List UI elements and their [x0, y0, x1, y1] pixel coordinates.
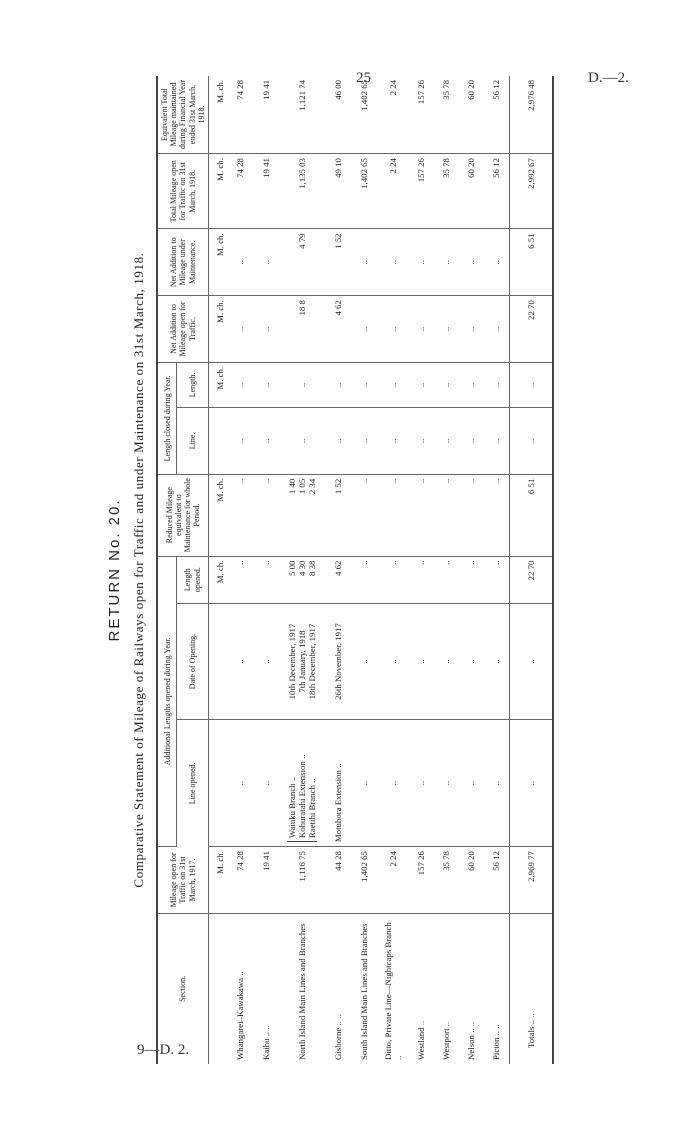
equivalent-cell: 60 20	[459, 76, 484, 154]
net-maint-cell: 1 52	[325, 229, 351, 296]
equivalent-cell: 35 78	[434, 76, 459, 154]
date-cell: ..	[409, 603, 434, 719]
equivalent-cell: 1,121 74	[279, 76, 325, 154]
equivalent-cell: 56 12	[484, 76, 510, 154]
closed-length-cell: ..	[279, 362, 325, 407]
line-opened-cell: ..	[510, 720, 554, 847]
total-1918-cell: 74 28	[227, 154, 253, 229]
closed-line-cell: ..	[279, 408, 325, 475]
document-reference: D.—2.	[588, 70, 629, 86]
header-line-opened: Line opened.	[177, 720, 209, 847]
section-name: Westport ..	[441, 1021, 452, 1060]
line-opened-cell: ..	[459, 720, 484, 847]
totals-label: Totals .. ..	[510, 913, 554, 1064]
date-cell: ..	[227, 603, 253, 719]
net-traffic-cell: 4 62	[325, 296, 351, 363]
header-equivalent-total: Equivalent Total Mileage maintained during Financial Year ended 31st March, 1918.	[157, 76, 208, 154]
unit-label: M. ch.	[208, 362, 227, 407]
net-traffic-cell: ..	[484, 296, 510, 363]
header-mileage-1917: Mileage open for Traffic on 31st March, 1917.	[157, 847, 208, 914]
unit-label: M. ch.	[208, 229, 227, 296]
equivalent-cell: 74 28	[227, 76, 253, 154]
date-cell: 26th November, 1917	[325, 603, 351, 719]
footer-reference: 9—D. 2.	[137, 1042, 190, 1058]
date-cell	[279, 603, 325, 719]
length-opened-cell: ..	[484, 556, 510, 603]
date-cell: ..	[377, 603, 409, 719]
closed-line-cell: ..	[484, 408, 510, 475]
equivalent-cell: 19 41	[253, 76, 279, 154]
total-1918-cell: 60 20	[459, 154, 484, 229]
length-value: 5 00	[286, 560, 297, 576]
equivalent-cell: 157 26	[409, 76, 434, 154]
total-1918-cell: 2 24	[377, 154, 409, 229]
net-traffic-cell: ..	[227, 296, 253, 363]
net-maint-cell: ..	[351, 229, 377, 296]
line-opened-cell: ..	[227, 720, 253, 847]
net-maint-cell: 4 79	[279, 229, 325, 296]
totals-row	[510, 76, 554, 1064]
line-opened-cell: ..	[409, 720, 434, 847]
total-1918-total: 2,992 67	[510, 154, 554, 229]
length-opened-cell: ..	[434, 556, 459, 603]
table-row	[351, 76, 377, 1064]
net-maint-cell: ..	[409, 229, 434, 296]
header-date-of-opening: Date of Opening.	[177, 603, 209, 719]
length-opened-cell: ..	[377, 556, 409, 603]
mileage-1917-cell: 60 20	[459, 847, 484, 914]
reduced-total: 6 51	[510, 474, 554, 556]
mileage-table	[156, 76, 554, 1064]
table-row	[325, 76, 351, 1064]
reduced-cell: ..	[351, 474, 377, 556]
unit-label: M. ch.	[208, 847, 227, 914]
total-1918-cell: 1,135 03	[279, 154, 325, 229]
line-name: Raetihi Branch ..	[307, 778, 318, 839]
unit-label: M. ch.	[208, 556, 227, 603]
net-maint-cell: ..	[434, 229, 459, 296]
line-opened-cell: ..	[351, 720, 377, 847]
header-length-closed: Length closed during Year.	[157, 362, 177, 474]
line-opened-cell: ..	[434, 720, 459, 847]
length-opened-cell: ..	[459, 556, 484, 603]
section-name: Ditto, Private Line—Nightcaps Branch ..	[382, 922, 404, 1060]
net-maint-cell: ..	[253, 229, 279, 296]
closed-length-cell: ..	[325, 362, 351, 407]
net-maint-cell: ..	[484, 229, 510, 296]
closed-length-cell: ..	[484, 362, 510, 407]
mileage-1917-cell: 1,402 65	[351, 847, 377, 914]
header-net-traffic: Net Addition to Mileage open for Traffic.	[157, 296, 208, 363]
unit-label: M. ch.	[208, 76, 227, 154]
closed-length-cell: ..	[227, 362, 253, 407]
equivalent-cell: 46 00	[325, 76, 351, 154]
units-row	[208, 76, 227, 1064]
opening-date: 18th December, 1917	[307, 623, 318, 700]
closed-line-cell: ..	[434, 408, 459, 475]
section-name: South Island Main Lines and Branches	[358, 923, 369, 1060]
table-row	[434, 76, 459, 1064]
line-opened-cell: ..	[377, 720, 409, 847]
closed-line-cell: ..	[459, 408, 484, 475]
closed-length-cell: ..	[459, 362, 484, 407]
opening-date: 7th January, 1918	[296, 630, 307, 693]
total-1918-cell: 35 78	[434, 154, 459, 229]
total-1918-cell: 1,402 65	[351, 154, 377, 229]
equivalent-total: 2,976 48	[510, 76, 554, 154]
reduced-cell: ..	[253, 474, 279, 556]
header-net-maintenance: Net Addition to Mileage under Maintenance.	[157, 229, 208, 296]
reduced-cell: ..	[434, 474, 459, 556]
closed-line-cell: ..	[510, 408, 554, 475]
date-cell: ..	[484, 603, 510, 719]
total-1918-cell: 56 12	[484, 154, 510, 229]
closed-line-cell: ..	[377, 408, 409, 475]
net-traffic-cell: ..	[377, 296, 409, 363]
table-row	[409, 76, 434, 1064]
date-cell: ..	[434, 603, 459, 719]
length-opened-cell	[279, 556, 325, 603]
header-closed-line: Line.	[177, 408, 209, 475]
header-closed-length: Length.	[177, 362, 209, 407]
table-row	[484, 76, 510, 1064]
total-1918-cell: 49 10	[325, 154, 351, 229]
date-cell: ..	[459, 603, 484, 719]
page-number: 25	[356, 70, 371, 86]
statement-subtitle: Comparative Statement of Mileage of Railways open for Traffic and under Maintenance on 31st March, 1918.	[131, 252, 146, 888]
reduced-cell: ..	[484, 474, 510, 556]
net-traffic-cell: ..	[409, 296, 434, 363]
reduced-cell: 1 52	[325, 474, 351, 556]
closed-length-cell: ..	[377, 362, 409, 407]
closed-length-cell: ..	[253, 362, 279, 407]
net-traffic-cell: ..	[253, 296, 279, 363]
length-opened-cell: ..	[253, 556, 279, 603]
header-length-opened: Length opened.	[177, 556, 209, 603]
mileage-1917-cell: 35 78	[434, 847, 459, 914]
net-maint-cell: ..	[459, 229, 484, 296]
closed-line-cell: ..	[409, 408, 434, 475]
section-name: Kaihu .. ..	[260, 1025, 271, 1060]
mileage-1917-cell: 2 24	[377, 847, 409, 914]
mileage-1917-cell: 157 26	[409, 847, 434, 914]
section-name: Gisborne .. ..	[332, 1014, 343, 1060]
line-name: Kohuratahi Extension ..	[296, 754, 307, 839]
equivalent-cell: 1,402 65	[351, 76, 377, 154]
section-name: North Island Main Lines and Branches	[296, 923, 307, 1060]
section-name: Nelson .. ..	[466, 1021, 477, 1060]
closed-length-cell: ..	[409, 362, 434, 407]
date-cell: ..	[510, 603, 554, 719]
line-opened-cell	[279, 720, 325, 847]
table-row	[459, 76, 484, 1064]
opening-date: 10th December, 1917	[286, 623, 297, 700]
net-traffic-total: 22 70	[510, 296, 554, 363]
header-additional-lengths: Additional Lengths opened during Year.	[157, 556, 177, 847]
header-section: Section.	[157, 913, 208, 1064]
closed-line-cell: ..	[325, 408, 351, 475]
unit-label: M. ch.	[208, 154, 227, 229]
table-row	[253, 76, 279, 1064]
reduced-cell: ..	[377, 474, 409, 556]
closed-line-cell: ..	[351, 408, 377, 475]
length-opened-cell: ..	[351, 556, 377, 603]
unit-label: M. ch.	[208, 296, 227, 363]
equivalent-cell: 2 24	[377, 76, 409, 154]
length-opened-cell: ..	[409, 556, 434, 603]
mileage-1917-cell: 1,116 75	[279, 847, 325, 914]
mileage-1917-total: 2,969 77	[510, 847, 554, 914]
total-1918-cell: 19 41	[253, 154, 279, 229]
net-traffic-cell: ..	[351, 296, 377, 363]
closed-line-cell: ..	[253, 408, 279, 475]
mileage-1917-cell: 74 28	[227, 847, 253, 914]
reduced-cell: ..	[459, 474, 484, 556]
table-row	[377, 76, 409, 1064]
date-cell: ..	[253, 603, 279, 719]
reduced-value: 1 05	[296, 478, 307, 495]
section-name: Whangarei–Kawakawa ..	[234, 971, 245, 1060]
net-maint-total: 6 51	[510, 229, 554, 296]
line-opened-cell: ..	[484, 720, 510, 847]
length-opened-cell: 4 62	[325, 556, 351, 603]
date-cell: ..	[351, 603, 377, 719]
line-opened-cell: Motuhora Extension ..	[325, 720, 351, 847]
reduced-cell	[279, 474, 325, 556]
line-name: Waiuku Branch ..	[286, 776, 297, 839]
table-row	[227, 76, 253, 1064]
line-opened-cell: ..	[253, 720, 279, 847]
section-name: Picton .. ..	[491, 1024, 502, 1060]
length-value: 8 38	[307, 560, 318, 576]
length-opened-total: 22 70	[510, 556, 554, 603]
mileage-1917-cell: 44 28	[325, 847, 351, 914]
return-title: RETURN No. 20.	[106, 498, 123, 642]
closed-length-cell: ..	[351, 362, 377, 407]
net-traffic-cell: 18 8	[279, 296, 325, 363]
mileage-1917-cell: 19 41	[253, 847, 279, 914]
table-row	[279, 76, 325, 1064]
length-value: 4 30	[296, 560, 307, 576]
rotated-table-page	[90, 70, 610, 1070]
reduced-cell: ..	[409, 474, 434, 556]
closed-length-cell: ..	[510, 362, 554, 407]
net-maint-cell: ..	[227, 229, 253, 296]
length-opened-cell: ..	[227, 556, 253, 603]
unit-label: M. ch.	[208, 474, 227, 556]
net-traffic-cell: ..	[459, 296, 484, 363]
net-maint-cell: ..	[377, 229, 409, 296]
mileage-1917-cell: 56 12	[484, 847, 510, 914]
reduced-value: 1 40	[286, 478, 297, 495]
reduced-cell: ..	[227, 474, 253, 556]
closed-length-cell: ..	[434, 362, 459, 407]
net-traffic-cell: ..	[434, 296, 459, 363]
total-1918-cell: 157 26	[409, 154, 434, 229]
section-name: Westland ..	[416, 1020, 427, 1060]
closed-line-cell: ..	[227, 408, 253, 475]
header-reduced-mileage: Reduced Mileage equivalent to Maintenance for whole Period.	[157, 474, 208, 556]
reduced-value: 2 34	[307, 478, 318, 495]
header-total-1918: Total Mileage open for Traffic on 31st March, 1918.	[157, 154, 208, 229]
